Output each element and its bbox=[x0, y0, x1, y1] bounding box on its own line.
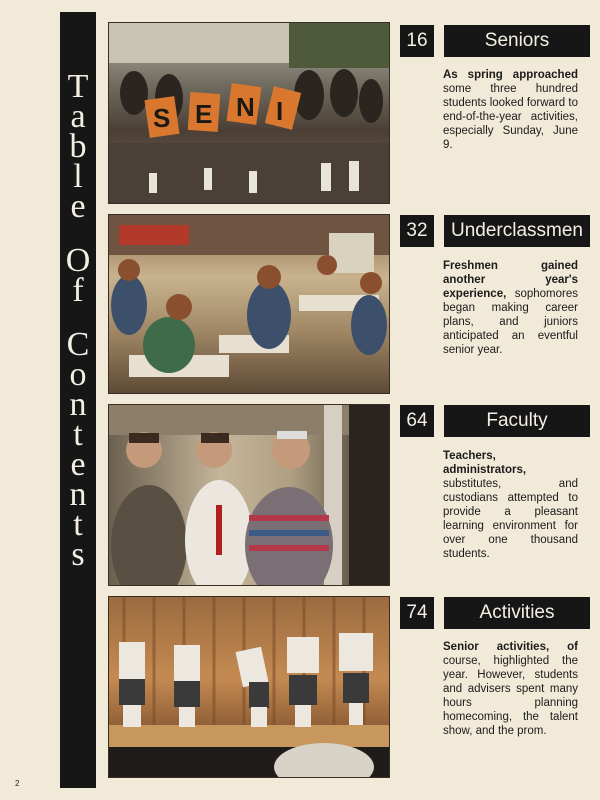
activities-page-number: 74 bbox=[400, 597, 434, 629]
spine-letter: T bbox=[67, 68, 89, 105]
underclassmen-photo bbox=[108, 214, 390, 394]
spine-letter: o bbox=[69, 356, 87, 393]
spine-letter: t bbox=[73, 506, 83, 543]
seniors-photo bbox=[108, 22, 390, 204]
seniors-description bbox=[443, 68, 578, 152]
faculty-photo bbox=[108, 404, 390, 586]
spine-letter: n bbox=[69, 386, 87, 423]
spine-letter: O bbox=[65, 242, 91, 279]
spine-letter: t bbox=[73, 416, 83, 453]
sign-letter: N bbox=[236, 92, 255, 122]
table-of-contents-spine bbox=[60, 12, 96, 788]
faculty-page-number: 64 bbox=[400, 405, 434, 437]
activities-description bbox=[443, 640, 578, 738]
sign-letter: I bbox=[276, 96, 284, 126]
spine-letter: e bbox=[70, 446, 86, 483]
faculty-description-text: substitutes, and custodians attempted to provide a pleasant learning environment for over one thousand students. bbox=[443, 478, 578, 560]
activities-description-lead: Senior activities, of bbox=[443, 641, 578, 653]
faculty-description bbox=[443, 449, 578, 561]
activities-photo-art bbox=[109, 597, 389, 777]
spine-letter: b bbox=[69, 128, 87, 165]
spine-letter: f bbox=[72, 272, 84, 309]
spine-letter: a bbox=[70, 98, 86, 135]
seniors-description-text: some three hundred students looked forward to end-of-the-year activities, especially Sunday, June 9. bbox=[443, 83, 578, 151]
activities-description-text: course, highlighted the year. However, students and advisers spent many hours planning homecoming, the talent show, and the prom. bbox=[443, 655, 578, 737]
seniors-description-lead: As spring approached bbox=[443, 69, 578, 81]
faculty-heading: Faculty bbox=[444, 405, 590, 437]
spine-letter: C bbox=[66, 326, 90, 363]
spine-letter: e bbox=[70, 188, 86, 225]
underclassmen-description-text: sophomores began making career plans, and juniors anticipated an eventful senior year. bbox=[443, 288, 578, 356]
underclassmen-description bbox=[443, 259, 578, 357]
underclassmen-description-lead: Freshmen gained another year's experience, bbox=[443, 260, 578, 300]
sign-letter: E bbox=[195, 99, 213, 129]
underclassmen-photo-art bbox=[109, 215, 389, 393]
faculty-photo-art bbox=[109, 405, 389, 585]
activities-heading: Activities bbox=[444, 597, 590, 629]
faculty-description-lead: Teachers, administrators, bbox=[443, 450, 527, 476]
folio: 2 bbox=[15, 779, 20, 788]
underclassmen-page-number: 32 bbox=[400, 215, 434, 247]
spine-letter: l bbox=[73, 158, 83, 195]
seniors-page-number: 16 bbox=[400, 25, 434, 57]
spine-letter: n bbox=[69, 476, 87, 513]
underclassmen-heading: Underclassmen bbox=[444, 215, 590, 247]
sign-letter: S bbox=[153, 103, 171, 133]
spine-letter: s bbox=[71, 536, 85, 573]
seniors-photo-art bbox=[109, 23, 389, 203]
activities-photo bbox=[108, 596, 390, 778]
seniors-heading: Seniors bbox=[444, 25, 590, 57]
